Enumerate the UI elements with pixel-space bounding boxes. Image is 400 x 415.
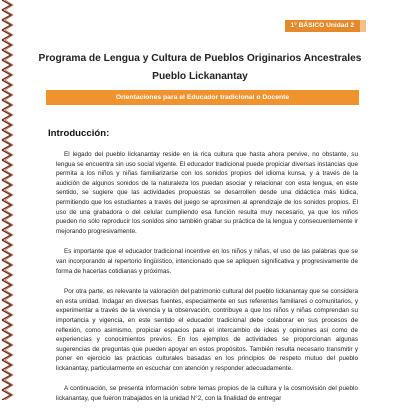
paragraph-2: Es importante que el educador tradicional incentive en los niños y niñas, el uso de las palabras que se van incorporando al repertorio lingüístico, intencionado que se apliquen significativa y progresivamente de forma de hacerlas cotidianas y próximas. xyxy=(56,248,358,275)
body-text xyxy=(56,150,358,415)
paragraph-1: El legado del pueblo lickanantay reside en la rica cultura que hasta ahora pervive, no obstante, su lengua se encuentra sin uso social vigente. El educador tradicional puede propiciar diversas instancias que permita a los niños y niñas familiarizarse con los sonidos propios del idioma kunsa, y a través de la audición de algunos sonidos de la naturaleza los puedan asociar y relacionar con esta lengua, en este sentido, se sugiere que las actividades propuestas se desarrollen desde una didáctica más lúdica, permitiendo que los estudiantes a través del juego se aproximen al aprendizaje de los sonidos propios. El uso de una grabadora o del celular cumpliendo esa función resulta muy necesario, ya que los niños pueden no sólo reproducir los sonidos sino también grabar su práctica de la lengua y consecuentemente ir mejorando progresivamente. xyxy=(56,151,358,235)
page-subtitle: Pueblo Lickanantay xyxy=(152,71,248,82)
section-banner: Orientaciones para el Educador tradicional o Docente xyxy=(46,90,359,105)
grade-unit-badge: 1° BÁSICO Unidad 2 xyxy=(285,20,360,32)
paragraph-3: Por otra parte, es relevante la valoración del patrimonio cultural del pueblo lickanantay que se considera en esta unidad. Indagar en diversas fuentes, especialmente en sus referentes familiares o comunitarios, y experimentar a través de la vivencia y la observación, contribuye a que los niños y niñas comprendan su importancia y vigencia, en este sentido el educador tradicional debe colaborar en sus procesos de reflexión, como asimismo, propiciar espacios para el intercambio de ideas y opiniones así como de experiencias y conocimientos previos. En los ejemplos de actividades se proporcionan algunas sugerencias de preguntas que pueden apoyar en estos propósitos. También resulta necesario transmitir y poner en ejercicio las prácticas culturales basadas en los principios de respeto mutuo del pueblo lickanantay, particularmente en escuchar con atención y responder adecuadamente. xyxy=(56,288,358,372)
zigzag-border-icon xyxy=(0,0,14,400)
badge-tail xyxy=(360,20,366,32)
page-title: Programa de Lengua y Cultura de Pueblos Originarios Ancestrales xyxy=(38,53,362,64)
section-heading: Introducción: xyxy=(48,128,110,139)
paragraph-4: A continuación, se presenta información sobre temas propios de la cultura y la cosmovisión del pueblo lickanantay, que fueron trabajados en la unidad N°2, con la finalidad de entregar xyxy=(56,385,358,403)
decorative-border xyxy=(0,0,14,400)
